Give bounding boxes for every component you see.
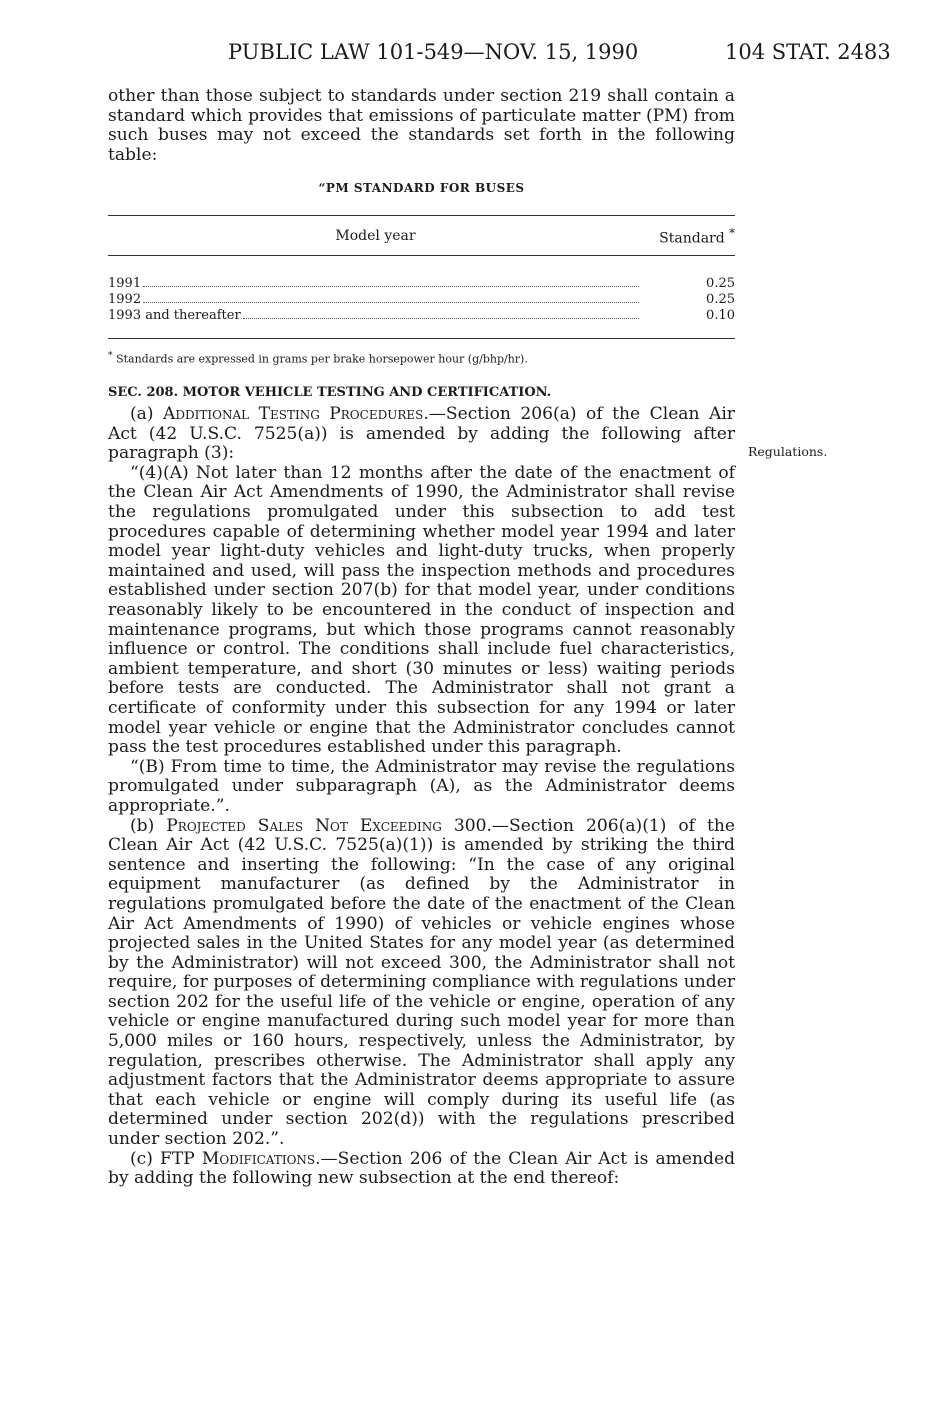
table-footnote: * Standards are expressed in grams per brake horsepower hour (g/bhp/hr). (108, 350, 528, 366)
subsection-c: (c) FTP Modifications.—Section 206 of the Clean Air Act is amended by adding the following new subsection at the end thereof: (108, 1148, 736, 1189)
intro-paragraph: other than those subject to standards under section 219 shall contain a standard which provides that emissions of particulate matter (PM) from such buses may not exceed the standards set forth in the following table: (108, 86, 735, 165)
subsection-b: (b) Projected Sales Not Exceeding 300.—Section 206(a)(1) of the Clean Air Act (42 U.S.C. 7525(a)(1)) is amended by striking the third sentence and inserting the following: “In the case of any original equipment manufacturer (as defined by the Administrator in regulations promulgated before the date of the enactment of the Clean Air Act Amendments of 1990) of vehicles or vehicle engines whose projected sales in the United States for any model year (as determined by the Administrator) will not exceed 300, the Administrator shall not require, for purposes of determining compliance with regulations under section 202 for the useful life of the vehicle or engine, operation of any vehicle or engine manufactured during such model year for more than 5,000 miles or 160 hours, respectively, unless the Administrator, by regulation, prescribes otherwise. The Administrator shall apply any adjustment factors that the Administrator deems appropriate to assure that each vehicle or engine will comply during its useful life (as determined under section 202(d)) with the regulations prescribed under section 202.”. (108, 815, 735, 1150)
pm-standard-table (108, 215, 735, 339)
column-header-standard: Standard * (643, 215, 735, 255)
row-standard: 0.25 (706, 292, 735, 308)
margin-note-regulations: Regulations. (748, 444, 828, 459)
running-head: PUBLIC LAW 101-549—NOV. 15, 1990 (228, 40, 639, 64)
row-standard: 0.10 (643, 308, 735, 339)
table-title: “PM STANDARD FOR BUSES (318, 181, 525, 196)
row-standard: 0.25 (706, 276, 735, 292)
row-year: 1991 (108, 276, 142, 292)
section-heading: SEC. 208. MOTOR VEHICLE TESTING AND CERTIFICATION. (108, 385, 552, 401)
paragraph-4b: “(B) From time to time, the Administrator may revise the regulations promulgated under subparagraph (A), as the Administrator deems appropriate.”. (108, 756, 735, 816)
stat-reference: 104 STAT. 2483 (725, 40, 891, 64)
row-year: 1993 and thereafter (108, 308, 241, 324)
subsection-a: (a) Additional Testing Procedures.—Section 206(a) of the Clean Air Act (42 U.S.C. 7525(a)) is amended by adding the following after paragraph (3): (108, 404, 735, 464)
table-row (108, 308, 735, 339)
page-body (108, 87, 735, 1189)
page-header (0, 40, 940, 70)
column-header-model-year: Model year (108, 215, 643, 255)
table-row (108, 256, 735, 293)
table-row (108, 292, 735, 308)
row-year: 1992 (108, 292, 142, 308)
paragraph-4a: “(4)(A) Not later than 12 months after the date of the enactment of the Clean Air Act Amendments of 1990, the Administrator shall revise the regulations promulgated under this subsection to add test procedures capable of determining whether model year 1994 and later model year light-duty vehicles and light-duty trucks, when properly maintained and used, will pass the inspection methods and procedures established under section 207(b) for that model year, under conditions reasonably likely to be encountered in the conduct of inspection and maintenance programs, but which those programs cannot reasonably influence or control. The conditions shall include fuel characteristics, ambient temperature, and short (30 minutes or less) waiting periods before tests are conducted. The Administrator shall not grant a certificate of conformity under this subsection for any 1994 or later model year vehicle or engine that the Administrator concludes cannot pass the test procedures established under this paragraph. (108, 462, 735, 758)
